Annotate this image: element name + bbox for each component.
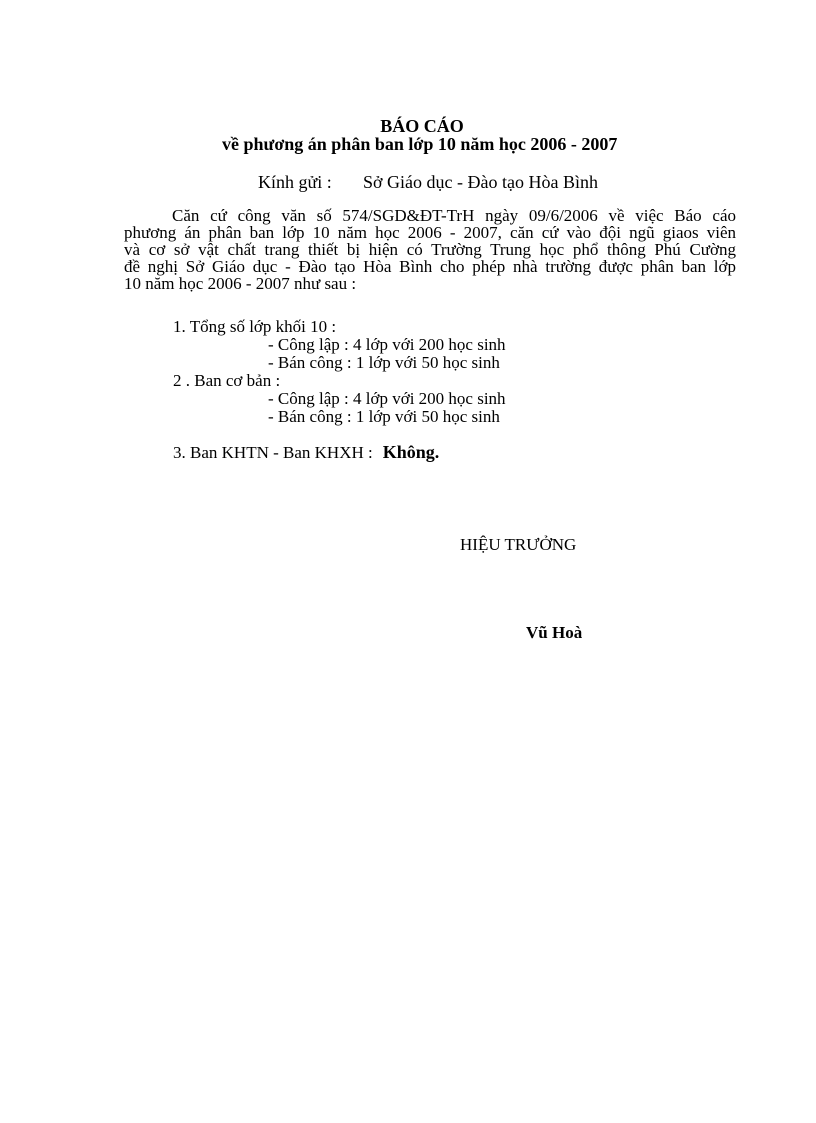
paragraph-line: đề nghị Sở Giáo dục - Đào tạo Hòa Bình cho phép nhà trường được phân ban lớp: [124, 257, 736, 276]
item-total-public: - Công lập : 4 lớp với 200 học sinh: [268, 335, 506, 354]
paragraph-line: và cơ sở vật chất trang thiết bị hiện có Trường Trung học phổ thông Phú Cường: [124, 240, 736, 259]
paragraph-line: Căn cứ công văn số 574/SGD&ĐT-TrH ngày 09/6/2006 về việc Báo cáo: [172, 206, 736, 225]
item-total-semi-public: - Bán công : 1 lớp với 50 học sinh: [268, 353, 500, 372]
item-science-social-tracks: [173, 443, 439, 462]
signature-role: HIỆU TRƯỞNG: [460, 535, 577, 554]
paragraph-line: phương án phân ban lớp 10 năm học 2006 - 2007, căn cứ vào đội ngũ giaos viên: [124, 223, 736, 242]
recipient-name: Sở Giáo dục - Đào tạo Hòa Bình: [363, 172, 598, 192]
item-total-classes: 1. Tổng số lớp khối 10 :: [173, 317, 337, 336]
item-science-social-label: 3. Ban KHTN - Ban KHXH :: [173, 443, 373, 462]
recipient-line: [258, 172, 598, 192]
body-paragraph: [124, 207, 736, 292]
signature-name: Vũ Hoà: [526, 623, 583, 642]
item-science-social-value: Không.: [382, 442, 440, 462]
item-basic-semi-public: - Bán công : 1 lớp với 50 học sinh: [268, 407, 500, 426]
item-basic-public: - Công lập : 4 lớp với 200 học sinh: [268, 389, 506, 408]
document-subtitle: về phương án phân ban lớp 10 năm học 2006 - 2007: [222, 134, 618, 154]
item-basic-track: 2 . Ban cơ bản :: [173, 371, 281, 390]
paragraph-line: 10 năm học 2006 - 2007 như sau :: [124, 274, 357, 293]
recipient-label: Kính gửi :: [258, 172, 332, 192]
document-title: BÁO CÁO: [380, 116, 464, 136]
